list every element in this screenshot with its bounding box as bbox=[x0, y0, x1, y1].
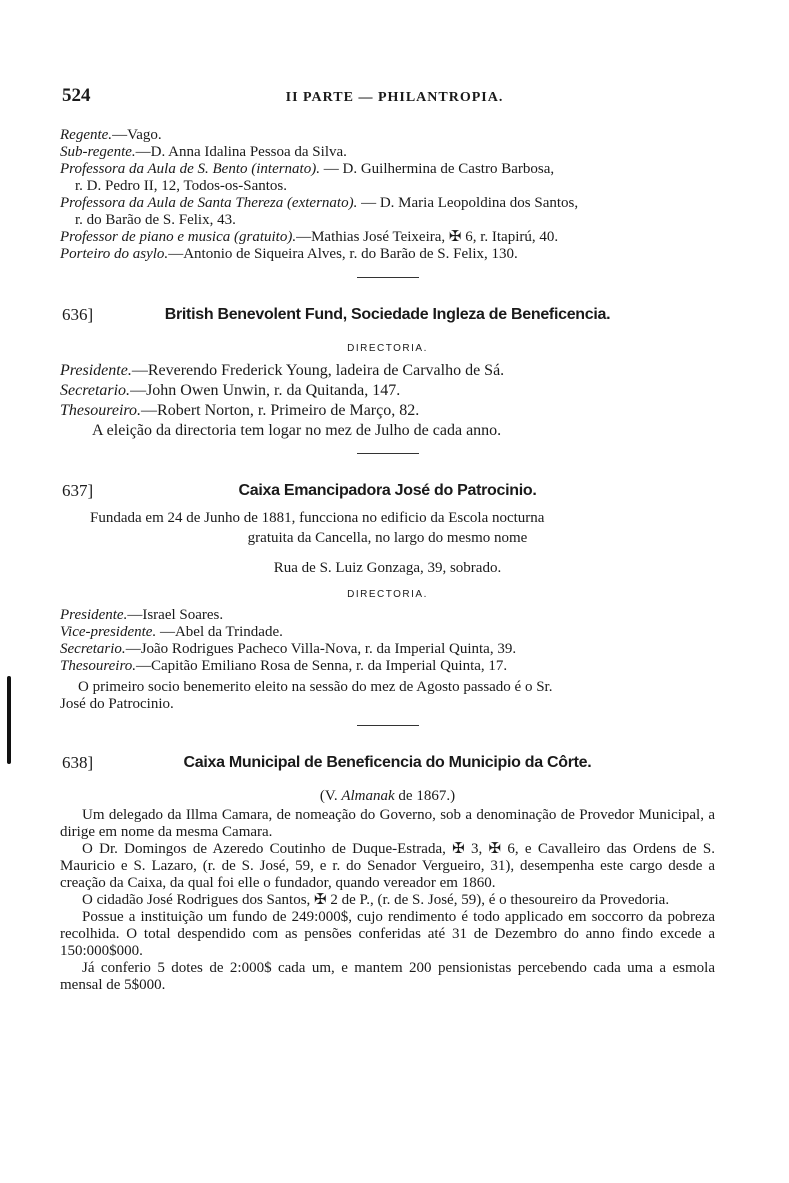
staff-entry: Professor de piano e musica (gratuito).—Mathias José Teixeira, ✠ 6, r. Itapirú, 40. bbox=[60, 229, 559, 245]
member-entry: Secretario.—John Owen Unwin, r. da Quitanda, 147. bbox=[60, 382, 401, 399]
founding-text: Fundada em 24 de Junho de 1881, funcciona no edificio da Escola nocturna bbox=[90, 510, 545, 526]
section-title: Caixa Emancipadora José do Patrocinio. bbox=[238, 482, 537, 499]
address: Rua de S. Luiz Gonzaga, 39, sobrado. bbox=[273, 560, 502, 576]
sec637-founding bbox=[60, 508, 715, 578]
paragraph: O cidadão José Rodrigues dos Santos, ✠ 2 de P., (r. de S. José, 59), é o thesoureiro da Provedoria. bbox=[82, 892, 670, 908]
section-number: 637] bbox=[62, 481, 94, 500]
benemerito-note: O primeiro socio benemerito eleito na sessão do mez de Agosto passado é o Sr. bbox=[78, 679, 553, 695]
almanak-reference: (V. Almanak de 1867.) bbox=[319, 788, 456, 804]
sec637-members bbox=[60, 607, 715, 713]
section-638-heading bbox=[60, 752, 715, 774]
section-number: 636] bbox=[62, 305, 94, 324]
running-title: II PARTE — PHILANTROPIA. bbox=[285, 90, 504, 105]
sec636-members bbox=[60, 361, 715, 441]
staff-entry: Porteiro do asylo.—Antonio de Siqueira Alves, r. do Barão de S. Felix, 130. bbox=[60, 246, 518, 262]
section-637-heading bbox=[60, 480, 715, 502]
margin-ink-mark bbox=[7, 676, 11, 764]
staff-entry: Sub-regente.—D. Anna Idalina Pessoa da Silva. bbox=[60, 144, 347, 160]
staff-entry-continued: r. do Barão de S. Felix, 43. bbox=[75, 212, 236, 228]
directoria-label: DIRECTORIA. bbox=[347, 589, 428, 600]
member-entry: Presidente.—Israel Soares. bbox=[60, 607, 224, 623]
divider bbox=[357, 277, 419, 278]
election-note: A eleição da directoria tem logar no mez de Julho de cada anno. bbox=[92, 422, 502, 439]
staff-entry: Professora da Aula de S. Bento (internato). — D. Guilhermina de Castro Barbosa, bbox=[60, 161, 555, 177]
staff-entry-continued: r. D. Pedro II, 12, Todos-os-Santos. bbox=[75, 178, 287, 194]
paragraph: Possue a instituição um fundo de 249:000$, cujo rendimento é todo applicado em soccorro da pobreza recolhida. O total despendido com as pensões conferidas até 31 de Dezembro do anno findo excede a 150:000$000. bbox=[60, 909, 715, 959]
directoria-label: DIRECTORIA. bbox=[347, 343, 428, 354]
divider bbox=[357, 725, 419, 726]
paragraph: Um delegado da Illma Camara, de nomeação do Governo, sob a denominação de Provedor Municipal, a dirige em nome da mesma Camara. bbox=[60, 807, 715, 840]
member-entry: Secretario.—João Rodrigues Pacheco Villa-Nova, r. da Imperial Quinta, 39. bbox=[60, 641, 517, 657]
member-entry: Presidente.—Reverendo Frederick Young, ladeira de Carvalho de Sá. bbox=[60, 362, 505, 379]
member-entry: Thesoureiro.—Robert Norton, r. Primeiro de Março, 82. bbox=[60, 402, 420, 419]
staff-list bbox=[60, 127, 715, 263]
page-number: 524 bbox=[62, 85, 91, 106]
benemerito-note-continued: José do Patrocinio. bbox=[60, 696, 174, 712]
section-number: 638] bbox=[62, 753, 94, 772]
section-636-heading bbox=[60, 304, 715, 326]
member-entry: Vice-presidente. —Abel da Trindade. bbox=[60, 624, 283, 640]
member-entry: Thesoureiro.—Capitão Emiliano Rosa de Senna, r. da Imperial Quinta, 17. bbox=[60, 658, 508, 674]
founding-text-continued: gratuita da Cancella, no largo do mesmo nome bbox=[247, 530, 528, 546]
page-body bbox=[60, 127, 715, 994]
staff-entry: Regente.—Vago. bbox=[60, 127, 162, 143]
page-header bbox=[62, 87, 727, 111]
section-title: Caixa Municipal de Beneficencia do Municipio da Côrte. bbox=[183, 754, 592, 771]
paragraph: Já conferio 5 dotes de 2:000$ cada um, e mantem 200 pensionistas percebendo cada uma a esmola mensal de 5$000. bbox=[60, 960, 715, 993]
paragraph: O Dr. Domingos de Azeredo Coutinho de Duque-Estrada, ✠ 3, ✠ 6, e Cavalleiro das Ordens de S. Mauricio e S. Lazaro, (r. de S. José, 59, e r. do Senador Vergueiro, 31), desempenha este cargo desde a creação da Caixa, da qual foi elle o fundador, quando vereador em 1860. bbox=[60, 841, 715, 891]
sec638-paragraphs bbox=[60, 807, 715, 994]
section-title: British Benevolent Fund, Sociedade Ingleza de Beneficencia. bbox=[164, 306, 611, 323]
staff-entry: Professora da Aula de Santa Thereza (externato). — D. Maria Leopoldina dos Santos, bbox=[60, 195, 579, 211]
divider bbox=[357, 453, 419, 454]
